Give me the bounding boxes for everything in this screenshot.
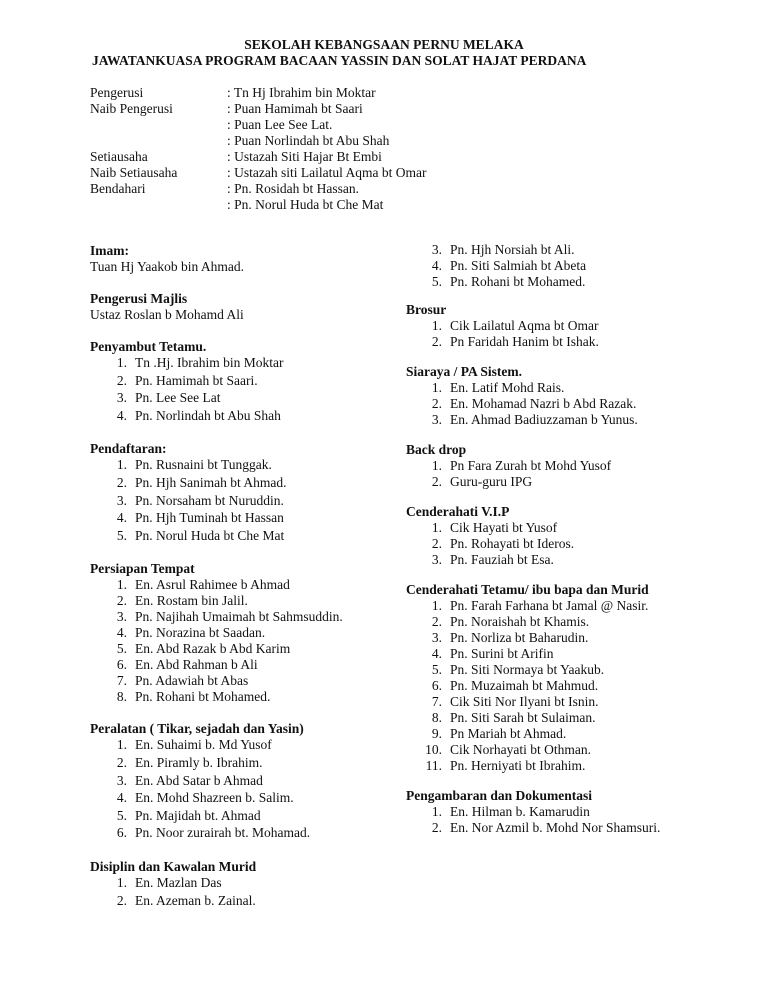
member-name: En. Azeman b. Zainal.: [135, 892, 256, 908]
list-item: [406, 804, 746, 820]
list-number: 8.: [431, 710, 442, 725]
list-number: 2.: [116, 593, 127, 609]
list-item: [406, 758, 746, 774]
list-item: [90, 577, 410, 593]
list-number: 10.: [425, 742, 442, 757]
list-item: [406, 474, 746, 490]
committee-member: : Puan Lee See Lat.: [227, 117, 333, 132]
committee-member: : Tn Hj Ibrahim bin Moktar: [227, 85, 376, 100]
section-title: Penyambut Tetamu.: [90, 339, 207, 354]
list-number: 4.: [431, 258, 442, 273]
list-number: 6.: [116, 657, 127, 673]
list-number: 5.: [116, 527, 127, 543]
member-name: En. Latif Mohd Rais.: [450, 380, 565, 395]
list-number: 1.: [116, 577, 127, 593]
section-text: Tuan Hj Yaakob bin Ahmad.: [90, 259, 245, 274]
list-item: [90, 373, 410, 391]
numbered-list: [406, 318, 746, 350]
list-number: 1.: [431, 598, 442, 613]
list-number: 2.: [431, 396, 442, 411]
list-number: 5.: [431, 274, 442, 289]
committee-role: [90, 197, 227, 213]
section-title: Peralatan ( Tikar, sejadah dan Yasin): [90, 721, 304, 737]
list-number: 1.: [116, 737, 127, 753]
section-title: Persiapan Tempat: [90, 561, 195, 577]
section-title: Siaraya / PA Sistem.: [406, 364, 522, 379]
member-name: En. Hilman b. Kamarudin: [450, 804, 590, 819]
committee-row: [90, 101, 426, 117]
member-name: Pn. Hamimah bt Saari.: [135, 372, 258, 388]
list-number: 2.: [116, 372, 127, 388]
list-item: [90, 593, 410, 609]
list-number: 1.: [431, 804, 442, 819]
committee-role: Setiausaha: [90, 149, 148, 164]
list-item: [90, 355, 410, 373]
section-imam-continued: [406, 242, 746, 290]
section-cenderahati-vip: [406, 504, 746, 568]
section-disiplin: [90, 859, 410, 910]
committee-member: : Ustazah Siti Hajar Bt Embi: [227, 149, 382, 164]
list-item: [406, 694, 746, 710]
numbered-list: [406, 242, 746, 290]
list-number: 6.: [116, 825, 127, 841]
section-siaraya: [406, 364, 746, 428]
list-number: 3.: [431, 412, 442, 427]
member-name: Pn. Noor zurairah bt. Mohamad.: [135, 825, 311, 841]
committee-row: [90, 165, 426, 181]
list-item: [90, 475, 410, 493]
numbered-list: [406, 520, 746, 568]
member-name: Pn Mariah bt Ahmad.: [450, 726, 567, 741]
member-name: Pn. Majidah bt. Ahmad: [135, 807, 261, 823]
list-number: 2.: [431, 614, 442, 629]
member-name: Pn. Noraishah bt Khamis.: [450, 614, 590, 629]
committee-row: [90, 149, 426, 165]
list-number: 2.: [431, 820, 442, 835]
list-number: 2.: [116, 474, 127, 490]
section-title: Pengerusi Majlis: [90, 291, 188, 306]
member-name: En. Ahmad Badiuzzaman b Yunus.: [450, 412, 638, 427]
member-name: Pn. Norazina bt Saadan.: [135, 625, 266, 641]
section-brosur: [406, 302, 746, 350]
member-name: Cik Siti Nor Ilyani bt Isnin.: [450, 694, 599, 709]
list-item: [406, 646, 746, 662]
member-name: En. Mazlan Das: [135, 874, 222, 890]
member-name: En. Abd Razak b Abd Karim: [135, 641, 291, 657]
member-name: En. Mohamad Nazri b Abd Razak.: [450, 396, 637, 411]
list-number: 1.: [116, 355, 127, 370]
numbered-list: [90, 457, 410, 545]
list-number: 6.: [431, 678, 442, 693]
list-item: [406, 552, 746, 568]
member-name: Cik Norhayati bt Othman.: [450, 742, 591, 757]
committee-row: [90, 197, 426, 213]
member-name: En. Abd Satar b Ahmad: [135, 772, 263, 788]
committee-list: [90, 85, 426, 213]
list-number: 5.: [116, 641, 127, 657]
numbered-list: [406, 380, 746, 428]
member-name: Pn. Rohani bt Mohamed.: [135, 689, 271, 705]
member-name: En. Abd Rahman b Ali: [135, 657, 258, 673]
member-name: Pn. Lee See Lat: [135, 390, 221, 406]
list-item: [90, 790, 410, 808]
list-number: 1.: [431, 318, 442, 333]
numbered-list: [90, 875, 410, 910]
committee-role: Naib Pengerusi: [90, 101, 173, 116]
list-item: [406, 614, 746, 630]
section-title: Back drop: [406, 442, 467, 457]
list-item: [406, 678, 746, 694]
committee-title: JAWATANKUASA PROGRAM BACAAN YASSIN DAN SOLAT HAJAT PERDANA: [92, 53, 587, 68]
document-title: [0, 37, 768, 69]
right-column: [406, 242, 746, 852]
member-name: En. Asrul Rahimee b Ahmad: [135, 577, 290, 593]
list-item: [90, 457, 410, 475]
committee-member: : Puan Hamimah bt Saari: [227, 101, 363, 116]
section-pendaftaran: [90, 441, 410, 545]
list-item: [90, 773, 410, 791]
committee-member: : Ustazah siti Lailatul Aqma bt Omar: [227, 165, 427, 180]
list-number: 3.: [116, 390, 127, 406]
list-number: 7.: [431, 694, 442, 709]
list-number: 1.: [431, 520, 442, 535]
numbered-list: [90, 737, 410, 843]
list-item: [406, 820, 746, 836]
committee-row: [90, 133, 426, 149]
numbered-list: [406, 804, 746, 836]
committee-role: [90, 117, 227, 133]
list-number: 1.: [431, 458, 442, 473]
member-name: Cik Hayati bt Yusof: [450, 520, 558, 535]
committee-row: [90, 85, 426, 101]
list-number: 5.: [116, 807, 127, 823]
member-name: Pn. Herniyati bt Ibrahim.: [450, 758, 586, 773]
list-number: 3.: [431, 242, 442, 257]
committee-role: Bendahari: [90, 181, 146, 196]
list-item: [90, 808, 410, 826]
member-name: En. Mohd Shazreen b. Salim.: [135, 790, 294, 806]
list-item: [406, 334, 746, 350]
member-name: Pn. Hjh Norsiah bt Ali.: [450, 242, 575, 257]
list-item: [90, 641, 410, 657]
member-name: Pn. Surini bt Arifin: [450, 646, 554, 661]
member-name: Pn. Siti Sarah bt Sulaiman.: [450, 710, 596, 725]
school-name: SEKOLAH KEBANGSAAN PERNU MELAKA: [244, 37, 524, 52]
list-number: 4.: [116, 790, 127, 806]
list-item: [406, 536, 746, 552]
list-number: 1.: [116, 874, 127, 890]
list-item: [90, 390, 410, 408]
section-cenderahati-tetamu: [406, 582, 746, 774]
list-item: [90, 673, 410, 689]
section-text: Ustaz Roslan b Mohamd Ali: [90, 307, 244, 322]
list-number: 3.: [116, 609, 127, 625]
list-item: [406, 458, 746, 474]
list-number: 3.: [116, 492, 127, 508]
list-number: 4.: [116, 407, 127, 423]
member-name: Pn. Rohani bt Mohamed.: [450, 274, 586, 289]
list-number: 1.: [431, 380, 442, 395]
numbered-list: [406, 598, 746, 774]
member-name: Pn. Hjh Sanimah bt Ahmad.: [135, 474, 287, 490]
list-item: [406, 726, 746, 742]
member-name: En. Piramly b. Ibrahim.: [135, 754, 263, 770]
section-title: Cenderahati Tetamu/ ibu bapa dan Murid: [406, 582, 649, 597]
list-item: [406, 710, 746, 726]
list-number: 3.: [116, 772, 127, 788]
member-name: Pn. Adawiah bt Abas: [135, 673, 249, 689]
committee-row: [90, 181, 426, 197]
member-name: Pn. Norul Huda bt Che Mat: [135, 527, 285, 543]
left-column: [90, 243, 410, 926]
member-name: Tn .Hj. Ibrahim bin Moktar: [135, 355, 284, 370]
member-name: Pn Faridah Hanim bt Ishak.: [450, 334, 599, 349]
list-number: 4.: [431, 646, 442, 661]
list-item: [90, 510, 410, 528]
list-item: [90, 755, 410, 773]
member-name: Pn. Farah Farhana bt Jamal @ Nasir.: [450, 598, 649, 613]
member-name: Pn. Norsaham bt Nuruddin.: [135, 492, 284, 508]
list-number: 4.: [116, 510, 127, 526]
member-name: Pn. Norlindah bt Abu Shah: [135, 407, 281, 423]
section-dokumentasi: [406, 788, 746, 836]
list-number: 7.: [116, 673, 127, 689]
section-penyambut-tetamu: [90, 339, 410, 425]
list-item: [406, 662, 746, 678]
list-item: [406, 396, 746, 412]
list-item: [406, 520, 746, 536]
committee-role: Naib Setiausaha: [90, 165, 178, 180]
list-number: 11.: [425, 758, 442, 773]
list-number: 5.: [431, 662, 442, 677]
list-item: [406, 274, 746, 290]
member-name: Pn. Fauziah bt Esa.: [450, 552, 554, 567]
member-name: Pn. Rusnaini bt Tunggak.: [135, 457, 272, 473]
member-name: Pn. Norliza bt Baharudin.: [450, 630, 589, 645]
list-item: [90, 875, 410, 893]
list-number: 3.: [431, 630, 442, 645]
list-item: [90, 737, 410, 755]
section-back-drop: [406, 442, 746, 490]
committee-member: : Pn. Rosidah bt Hassan.: [227, 181, 360, 196]
list-number: 9.: [431, 726, 442, 741]
section-title: Pendaftaran:: [90, 441, 167, 457]
member-name: Cik Lailatul Aqma bt Omar: [450, 318, 599, 333]
list-number: 3.: [431, 552, 442, 567]
list-number: 2.: [116, 754, 127, 770]
list-number: 4.: [116, 625, 127, 641]
section-imam: [90, 243, 410, 275]
member-name: En. Suhaimi b. Md Yusof: [135, 737, 272, 753]
numbered-list: [406, 458, 746, 490]
section-pengerusi-majlis: [90, 291, 410, 323]
list-number: 2.: [116, 892, 127, 908]
list-number: 2.: [431, 474, 442, 489]
list-item: [90, 893, 410, 911]
member-name: Pn. Siti Salmiah bt Abeta: [450, 258, 587, 273]
list-item: [90, 625, 410, 641]
committee-member: : Pn. Norul Huda bt Che Mat: [227, 197, 384, 212]
member-name: En. Rostam bin Jalil.: [135, 593, 248, 609]
list-number: 1.: [116, 457, 127, 473]
list-item: [90, 825, 410, 843]
section-title: Pengambaran dan Dokumentasi: [406, 788, 593, 803]
committee-role: Pengerusi: [90, 85, 144, 100]
member-name: Guru-guru IPG: [450, 474, 533, 489]
committee-role: [90, 133, 227, 149]
section-title: Cenderahati V.I.P: [406, 504, 510, 519]
list-item: [90, 609, 410, 625]
list-item: [406, 258, 746, 274]
member-name: Pn. Najihah Umaimah bt Sahmsuddin.: [135, 609, 343, 625]
committee-member: : Puan Norlindah bt Abu Shah: [227, 133, 390, 148]
list-item: [406, 742, 746, 758]
list-item: [90, 528, 410, 546]
list-item: [90, 408, 410, 426]
list-number: 2.: [431, 536, 442, 551]
list-item: [90, 689, 410, 705]
committee-row: [90, 117, 426, 133]
list-item: [406, 598, 746, 614]
list-item: [406, 380, 746, 396]
numbered-list: [90, 355, 410, 425]
section-title: Brosur: [406, 302, 447, 317]
member-name: Pn. Hjh Tuminah bt Hassan: [135, 510, 284, 526]
section-persiapan-tempat: [90, 561, 410, 705]
list-item: [90, 493, 410, 511]
member-name: Pn Fara Zurah bt Mohd Yusof: [450, 458, 612, 473]
list-item: [406, 630, 746, 646]
list-item: [406, 412, 746, 428]
list-item: [90, 657, 410, 673]
section-title: Disiplin dan Kawalan Murid: [90, 858, 257, 874]
numbered-list: [90, 577, 410, 705]
list-item: [406, 242, 746, 258]
list-number: 8.: [116, 689, 127, 705]
member-name: Pn. Siti Normaya bt Yaakub.: [450, 662, 605, 677]
section-title: Imam:: [90, 243, 129, 258]
list-item: [406, 318, 746, 334]
member-name: En. Nor Azmil b. Mohd Nor Shamsuri.: [450, 820, 661, 835]
member-name: Pn. Rohayati bt Ideros.: [450, 536, 575, 551]
section-peralatan: [90, 721, 410, 843]
list-number: 2.: [431, 334, 442, 349]
member-name: Pn. Muzaimah bt Mahmud.: [450, 678, 599, 693]
